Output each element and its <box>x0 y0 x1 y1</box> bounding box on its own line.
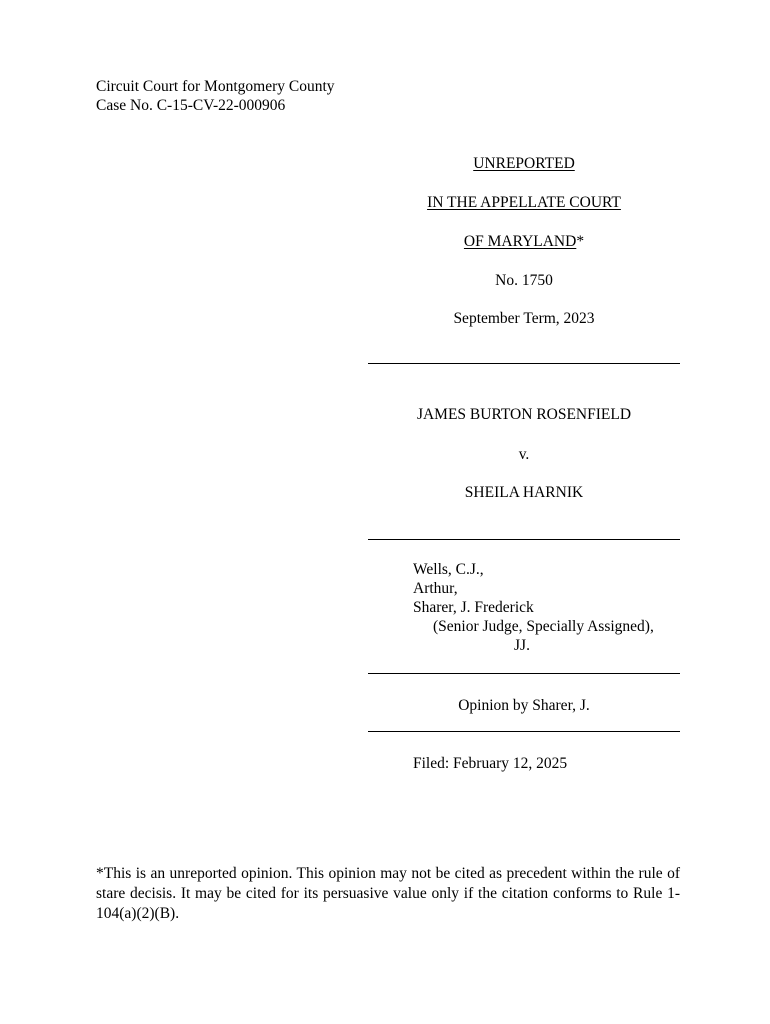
filed-date: Filed: February 12, 2025 <box>413 755 568 772</box>
judicial-panel <box>413 560 693 655</box>
judge-chief: Wells, C.J., <box>413 561 484 578</box>
court-name-line-2 <box>368 232 680 251</box>
footnote-marker: * <box>576 233 585 250</box>
judge-sharer-note: (Senior Judge, Specially Assigned), <box>433 618 654 635</box>
docket-number: No. 1750 <box>495 272 553 289</box>
unreported-footnote: *This is an unreported opinion. This opinion may not be cited as precedent within the rule of stare decisis. It may be cited for its persuasive value only if the citation conforms to Rule 1-104(a)(2)(B). <box>96 865 680 922</box>
appellee-name: SHEILA HARNIK <box>464 484 584 501</box>
circuit-court-name: Circuit Court for Montgomery County <box>96 78 335 95</box>
court-name-state: OF MARYLAND <box>463 233 577 250</box>
divider-rule <box>368 363 680 364</box>
unreported-label: UNREPORTED <box>473 155 575 172</box>
appellant-name: JAMES BURTON ROSENFIELD <box>416 406 632 423</box>
judge-arthur: Arthur, <box>413 580 458 597</box>
lower-court-header <box>96 77 335 115</box>
versus-label: v. <box>518 446 530 463</box>
divider-rule <box>368 731 680 732</box>
opinion-author: Opinion by Sharer, J. <box>458 697 590 714</box>
divider-rule <box>368 673 680 674</box>
divider-rule <box>368 539 680 540</box>
court-name-line-1: IN THE APPELLATE COURT <box>427 194 621 211</box>
court-term: September Term, 2023 <box>453 310 595 327</box>
judge-sharer: Sharer, J. Frederick <box>413 599 534 616</box>
judges-suffix: JJ. <box>514 637 530 654</box>
case-number: Case No. C-15-CV-22-000906 <box>96 97 286 114</box>
